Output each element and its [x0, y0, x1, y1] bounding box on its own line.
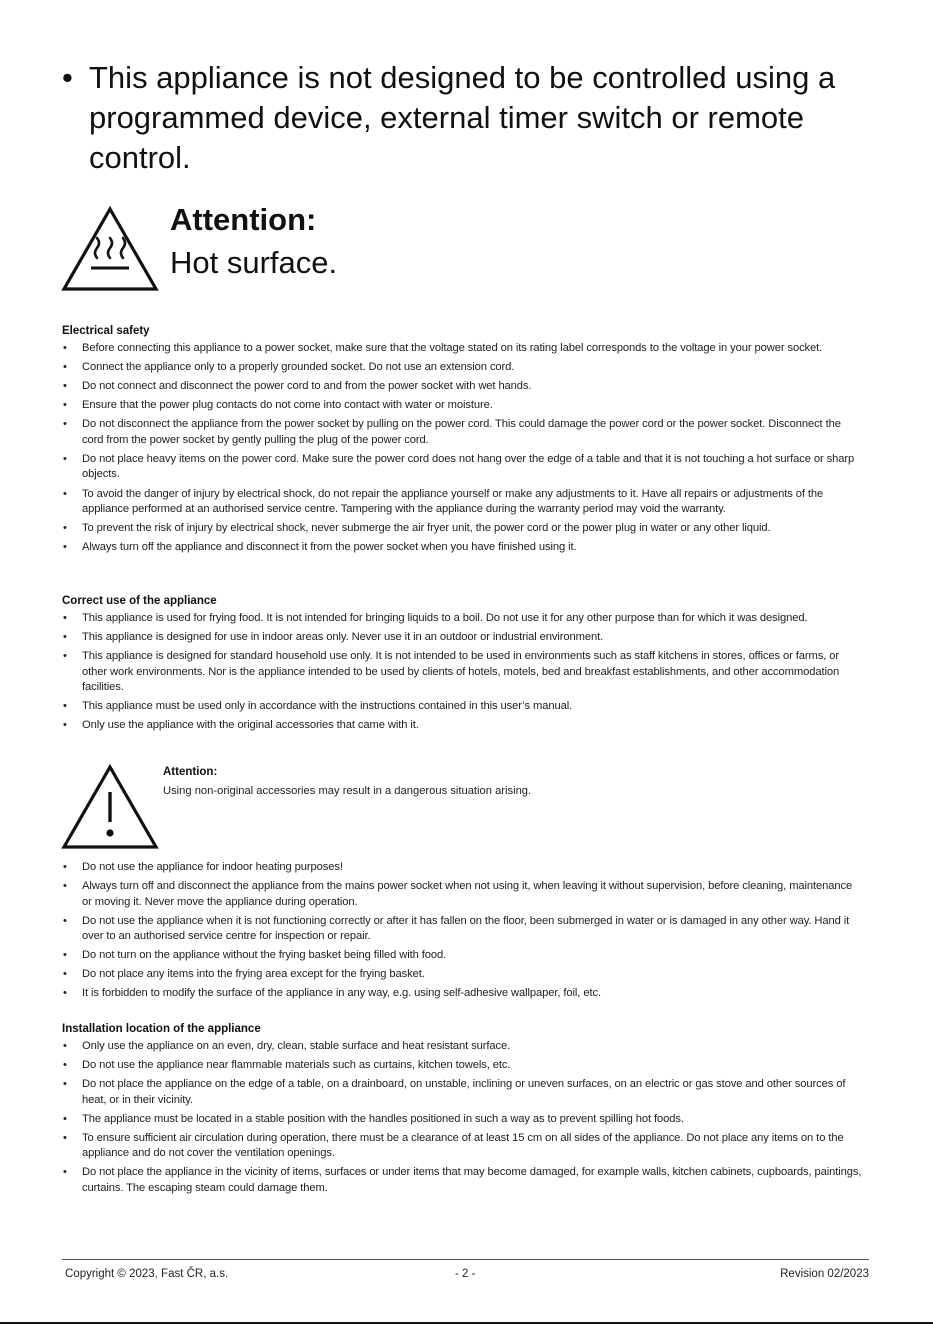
- list-item: • Do not disconnect the appliance from the power socket by pulling on the power cord. This could damage the power cord or the power socket. Disconnect the cord from the power socket by gently pulling the plug of the power cord.: [62, 417, 862, 448]
- list-item: • Do not use the appliance for indoor heating purposes!: [62, 860, 862, 876]
- list-item: • Do not place the appliance in the vicinity of items, surfaces or under items that may become damaged, for example walls, kitchen cabinets, cupboards, paintings, curtains. The escaping steam could damage them.: [62, 1165, 862, 1196]
- list-item: • This appliance is designed for standard household use only. It is not intended to be used in environments such as staff kitchens in stores, offices or farms, or other work environments. Nor is the appliance intended to be used by clients of hotels, motels, bed and breakfast establishments, and other accommodation facilities.: [62, 649, 862, 696]
- hot-surface-warning-icon: [61, 206, 159, 292]
- list-item: • Only use the appliance with the original accessories that came with it.: [62, 718, 862, 734]
- list-item: • Connect the appliance only to a properly grounded socket. Do not use an extension cord.: [62, 360, 862, 376]
- list-item: • Do not connect and disconnect the power cord to and from the power socket with wet hands.: [62, 379, 862, 395]
- list-item: • It is forbidden to modify the surface of the appliance in any way, e.g. using self-adhesive wallpaper, foil, etc.: [62, 986, 862, 1002]
- footer-divider: [62, 1259, 869, 1260]
- list-item: • Always turn off and disconnect the appliance from the mains power socket when not using it, when leaving it without supervision, before cleaning, maintenance or moving it. Never move the appliance during operation.: [62, 879, 862, 910]
- installation-section: [62, 1021, 862, 1200]
- footer-page-number: - 2 -: [455, 1268, 476, 1280]
- hot-surface-subtitle: Hot surface.: [170, 245, 338, 280]
- footer-revision: Revision 02/2023: [780, 1268, 869, 1280]
- electrical-list: [62, 341, 862, 556]
- list-item: • Ensure that the power plug contacts do not come into contact with water or moisture.: [62, 398, 862, 414]
- installation-list: [62, 1039, 862, 1196]
- list-item: • Only use the appliance on an even, dry, clean, stable surface and heat resistant surface.: [62, 1039, 862, 1055]
- list-item: • This appliance is designed for use in indoor areas only. Never use it in an outdoor or industrial environment.: [62, 630, 862, 646]
- electrical-safety-section: [62, 323, 862, 559]
- exclamation-warning-icon: [61, 764, 159, 850]
- list-item: • Do not place heavy items on the power cord. Make sure the power cord does not hang over the edge of a table and that it is not touching a hot surface or sharp objects.: [62, 452, 862, 483]
- list-item: • Always turn off the appliance and disconnect it from the power socket when you have finished using it.: [62, 540, 862, 556]
- list-item: • To ensure sufficient air circulation during operation, there must be a clearance of at least 15 cm on all sides of the appliance. Do not place any items on to the appliance and do not cover the ventilation openings.: [62, 1131, 862, 1162]
- correct-use-section: [62, 593, 862, 737]
- list-item: • Do not place any items into the frying area except for the frying basket.: [62, 967, 862, 983]
- hot-surface-title: Attention:: [170, 202, 317, 237]
- list-item: • The appliance must be located in a stable position with the handles positioned in such a way as to prevent spilling hot foods.: [62, 1112, 862, 1128]
- bullet: •: [62, 60, 73, 95]
- more-use-list: [62, 860, 862, 1002]
- list-item: • To prevent the risk of injury by electrical shock, never submerge the air fryer unit, the power cord or the power plug in water or any other liquid.: [62, 521, 862, 537]
- list-item: • To avoid the danger of injury by electrical shock, do not repair the appliance yourself or make any adjustments to it. Have all repairs or adjustments of the appliance performed at an authorised service centre. Tampering with the appliance during the warranty period may void the warranty.: [62, 487, 862, 518]
- list-item: • This appliance is used for frying food. It is not intended for bringing liquids to a boil. Do not use it for any other purpose than for which it was designed.: [62, 611, 862, 627]
- correct-use-list: [62, 611, 862, 734]
- intro-notice: [62, 58, 862, 178]
- section-heading: Installation location of the appliance: [62, 1023, 261, 1035]
- list-item: • Before connecting this appliance to a power socket, make sure that the voltage stated on its rating label corresponds to the voltage in your power socket.: [62, 341, 862, 357]
- footer-copyright: Copyright © 2023, Fast ČR, a.s.: [65, 1268, 229, 1280]
- section-heading: Electrical safety: [62, 325, 150, 337]
- list-item: • This appliance must be used only in accordance with the instructions contained in this user’s manual.: [62, 699, 862, 715]
- list-item: • Do not place the appliance on the edge of a table, on a drainboard, on unstable, inclining or uneven surfaces, on an electric or gas stove and other sources of heat, or in their vicinity.: [62, 1077, 862, 1108]
- more-use-section: [62, 860, 862, 1006]
- warning-title: Attention:: [163, 766, 218, 778]
- list-item: • Do not turn on the appliance without the frying basket being filled with food.: [62, 948, 862, 964]
- intro-text: This appliance is not designed to be controlled using a programmed device, external timer switch or remote control.: [89, 60, 836, 175]
- warning-text: Using non-original accessories may result in a dangerous situation arising.: [163, 785, 532, 797]
- section-heading: Correct use of the appliance: [62, 595, 217, 607]
- list-item: • Do not use the appliance near flammable materials such as curtains, kitchen towels, etc.: [62, 1058, 862, 1074]
- list-item: • Do not use the appliance when it is not functioning correctly or after it has fallen on the floor, been submerged in water or is damaged in any other way. Hand it over to an authorised service centre for inspection or repair.: [62, 914, 862, 945]
